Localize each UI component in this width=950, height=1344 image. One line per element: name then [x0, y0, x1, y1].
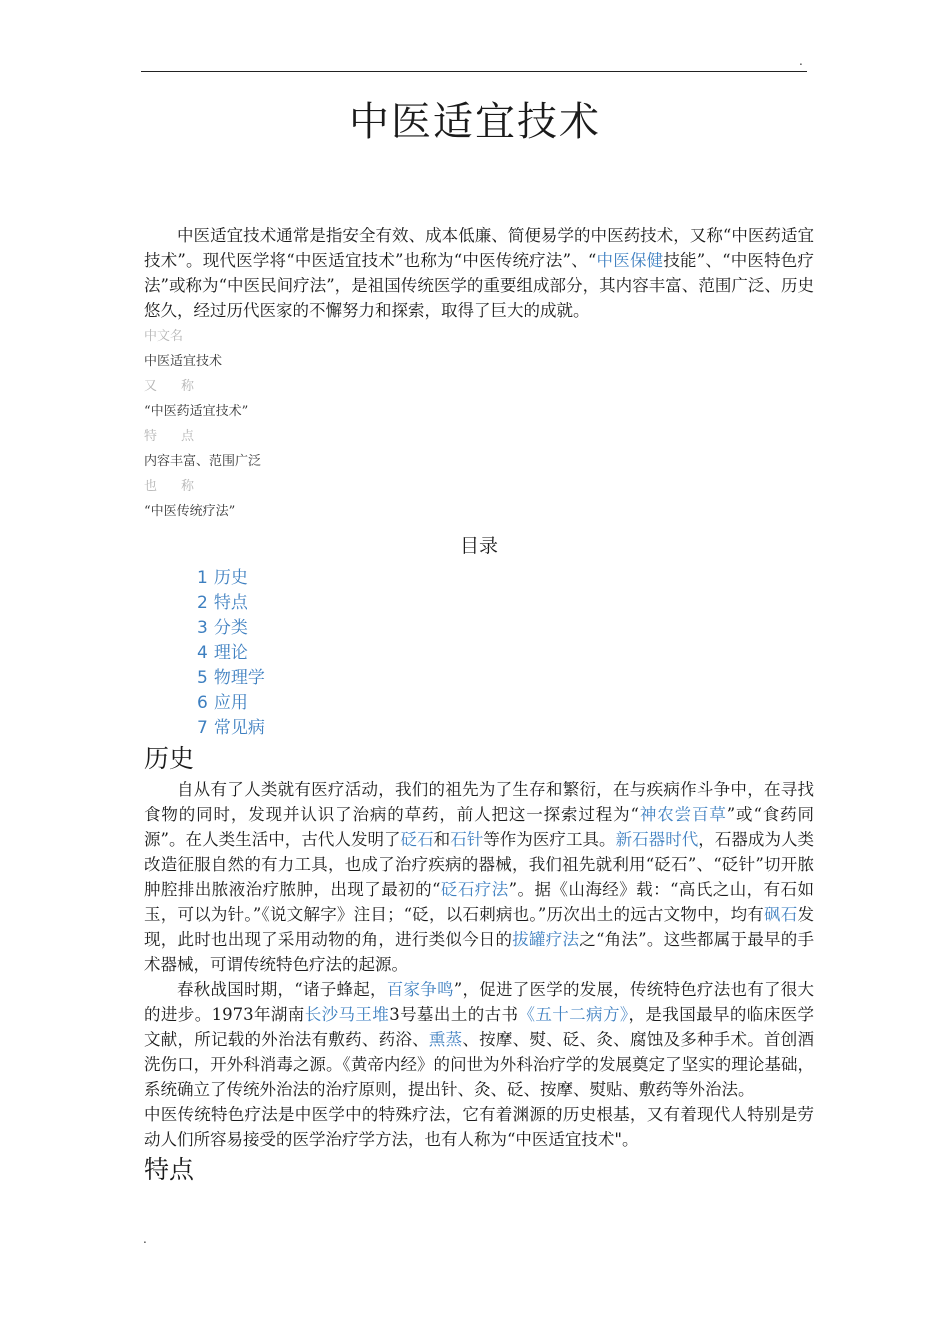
- toc-item-label: 历史: [213, 568, 248, 588]
- toc-item-label: 应用: [213, 693, 248, 713]
- infobox: [144, 324, 814, 524]
- page-title: 中医适宜技术: [349, 99, 601, 145]
- header-dot: .: [799, 54, 803, 68]
- infobox-value-alias: “中医药适宜技术”: [144, 404, 249, 419]
- history-p1-text: ”。据《山海经》载：“高氏之山，有石如玉，可以为针。”《说文解字》注目；“砭，以石刺病也。”历次出土的远古文物中，均有: [144, 880, 815, 924]
- toc-item-label: 分类: [213, 618, 248, 638]
- history-p1-text: 发现，此时也出现了采用动物的角，进行类似今日的: [144, 905, 815, 949]
- history-p2-text: 3号墓出土的古书: [389, 1005, 519, 1024]
- infobox-label-alias-char2: 称: [181, 379, 195, 394]
- toc-item-label: 常见病: [213, 718, 265, 738]
- infobox-label-also-char2: 称: [181, 479, 195, 494]
- link-stone[interactable]: 砜石: [764, 905, 798, 924]
- toc-item-label: 物理学: [213, 668, 265, 688]
- link-bianshi-therapy[interactable]: 砭石疗法: [440, 880, 509, 899]
- link-neolithic[interactable]: 新石器时代: [615, 830, 699, 849]
- toc-item-physics[interactable]: [197, 666, 814, 691]
- toc-item-number: 4: [197, 643, 208, 663]
- footer-dot: .: [143, 1232, 147, 1246]
- section-heading-history: 历史: [144, 744, 195, 773]
- link-mawangdui[interactable]: 长沙马王堆: [304, 1005, 390, 1024]
- history-p2-text: 春秋战国时期，“诸子蜂起，: [177, 980, 387, 999]
- history-paragraph-2: [144, 977, 814, 1102]
- link-52-prescriptions[interactable]: 《五十二病方》: [518, 1005, 629, 1024]
- infobox-value-also-called: “中医传统疗法”: [144, 504, 236, 519]
- infobox-label-alias: [144, 374, 814, 399]
- history-p2-text: ”，促进了医学的发展，传统特色疗法也有了很大的进步。1973年湖南: [144, 980, 815, 1024]
- main-content: [144, 223, 814, 1188]
- toc-item-number: 1: [197, 568, 208, 588]
- link-shizhen[interactable]: 石针: [450, 830, 484, 849]
- toc-item-number: 7: [197, 718, 208, 738]
- history-p2-text: ，是我国最早的临床医学文献，所记载的外治法有敷药、药浴、: [144, 1005, 815, 1049]
- infobox-label-feature-char1: 特: [144, 429, 158, 444]
- history-paragraph-1: [144, 777, 814, 977]
- link-hundred-schools[interactable]: 百家争鸣: [386, 980, 454, 999]
- toc-item-features[interactable]: [197, 591, 814, 616]
- intro-paragraph: [144, 223, 814, 323]
- toc-item-application[interactable]: [197, 691, 814, 716]
- toc-item-classification[interactable]: [197, 616, 814, 641]
- header-rule: [141, 71, 807, 72]
- toc-item-common-diseases[interactable]: [197, 716, 814, 741]
- toc-title: 目录: [459, 535, 498, 557]
- infobox-value-feature: 内容丰富、范围广泛: [144, 454, 262, 469]
- history-p1-text: 和: [433, 830, 451, 849]
- toc-item-label: 理论: [213, 643, 248, 663]
- toc-item-history[interactable]: [197, 566, 814, 591]
- infobox-label-chinese-name: 中文名: [144, 329, 184, 344]
- link-fumigation[interactable]: 熏蒸: [428, 1030, 463, 1049]
- intro-text-2: 技能”、“中医特色疗法”或称为“中医民间疗法”，是祖国传统医学的重要组成部分，其内容丰富、范围广泛、历史悠久，经过历代医家的不懈努力和探索，取得了巨大的成就。: [144, 251, 815, 320]
- history-p1-text: 自从有了人类就有医疗活动，我们的祖先为了生存和繁衍，在与疾病作斗争中，在寻找食物的同时，发现并认识了治病的草药，前人把这一探索过程为“: [144, 780, 814, 824]
- toc-item-label: 特点: [213, 593, 248, 613]
- intro-text-1: 中医适宜技术通常是指安全有效、成本低廉、简便易学的中医药技术，又称“中医药适宜技术”。现代医学将“中医适宜技术”也称为“中医传统疗法”、“: [144, 226, 814, 270]
- section-heading-features: 特点: [144, 1155, 195, 1184]
- toc-item-number: 3: [197, 618, 208, 638]
- infobox-label-feature: [144, 424, 814, 449]
- history-p1-text: 之“角法”。这些都属于最早的手术器械，可谓传统特色疗法的起源。: [144, 930, 815, 974]
- history-p2-text: 、按摩、熨、砭、灸、腐蚀及多种手术。首创酒洗伤口，开外科消毒之源。《黄帝内经》的问世为外科治疗学的发展奠定了坚实的理论基础，系统确立了传统外治法的治疗原则，提出针、灸、砭、按摩、熨贴、敷药等外治法。: [144, 1030, 815, 1099]
- toc-item-number: 6: [197, 693, 208, 713]
- infobox-value-chinese-name: 中医适宜技术: [144, 354, 223, 369]
- link-zhongyi-baojian[interactable]: 中医保健: [596, 251, 664, 270]
- history-p1-text: ”或“食药同源”。在人类生活中，古代人发明了: [144, 805, 815, 849]
- infobox-label-also-called: [144, 474, 814, 499]
- history-p1-text: ，石器成为人类改造征服自然的有力工具，也成了治疗疾病的器械，我们祖先就利用“砭石”、“砭针”切开脓肿腔排出脓液治疗脓肿，出现了最初的“: [144, 830, 815, 899]
- history-p1-text: 等作为医疗工具。: [483, 830, 616, 849]
- toc-item-number: 5: [197, 668, 208, 688]
- toc-item-theory[interactable]: [197, 641, 814, 666]
- toc-item-number: 2: [197, 593, 208, 613]
- link-cupping[interactable]: 拔罐疗法: [512, 930, 580, 949]
- infobox-label-alias-char1: 又: [144, 379, 158, 394]
- history-paragraph-3: 中医传统特色疗法是中医学中的特殊疗法，它有着渊源的历史根基，又有着现代人特别是劳动人们所容易接受的医学治疗学方法，也有人称为“中医适宜技术"。: [144, 1105, 814, 1149]
- link-shennong[interactable]: 神农尝百草: [638, 805, 727, 824]
- toc-list: [144, 566, 814, 741]
- infobox-label-feature-char2: 点: [181, 429, 195, 444]
- link-bianshi[interactable]: 砭石: [400, 830, 434, 849]
- infobox-label-also-char1: 也: [144, 479, 158, 494]
